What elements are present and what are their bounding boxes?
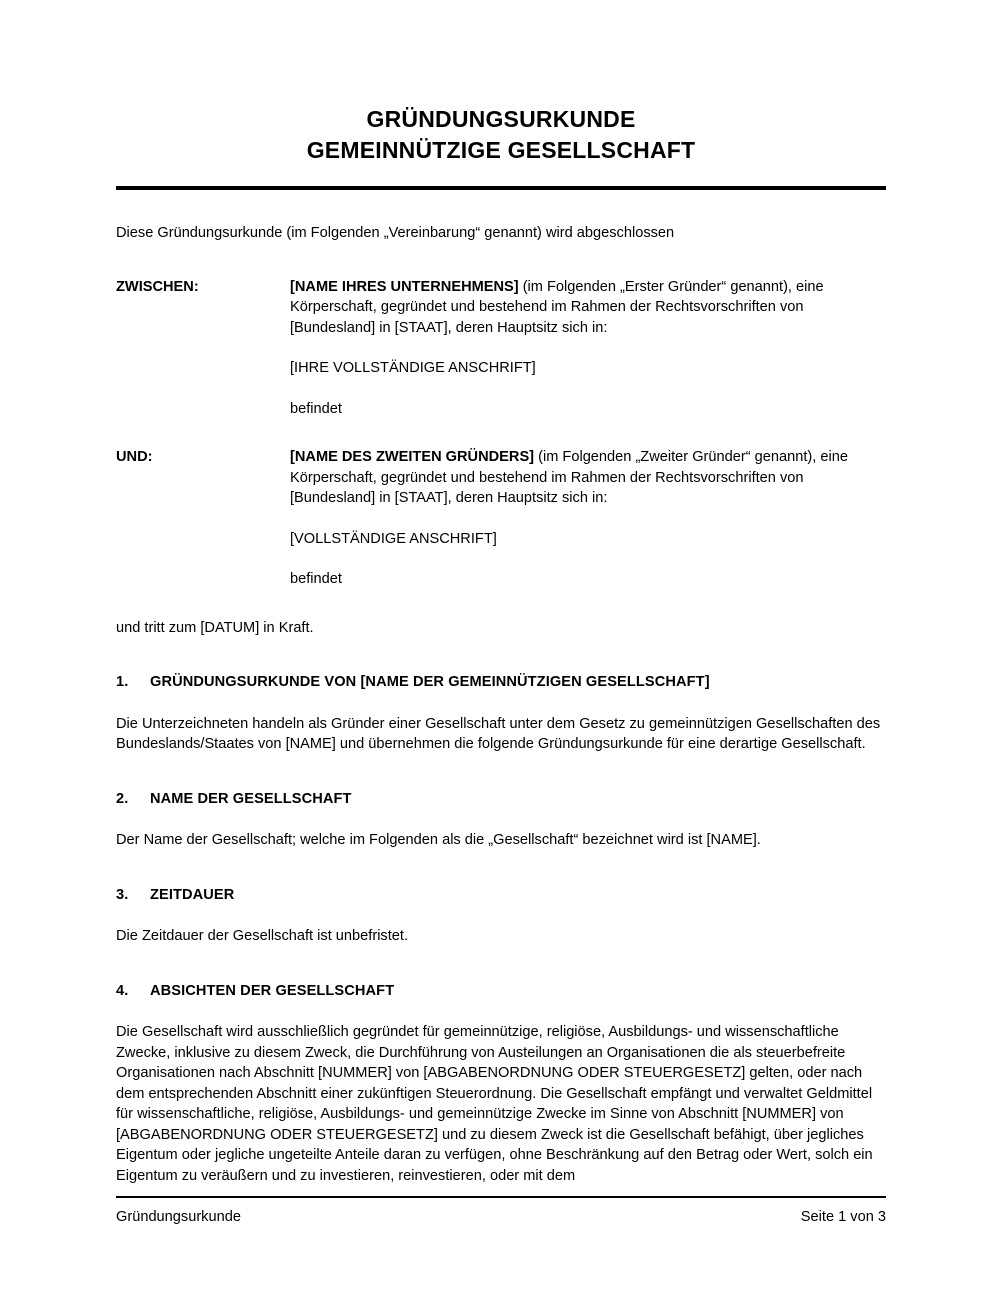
section-1-body: Die Unterzeichneten handeln als Gründer einer Gesellschaft unter dem Gesetz zu gemeinnützigen Gesellschaften des Bundeslands/Staates von [NAME] und übernehmen die folgende Gründungsurkunde für eine derartige Gesellschaft.	[116, 715, 881, 752]
section-2-heading	[116, 789, 886, 810]
section-1-heading	[116, 672, 886, 693]
section-4	[116, 981, 886, 1187]
party-name-line	[290, 447, 886, 509]
party-address-first-founder: [IHRE VOLLSTÄNDIGE ANSCHRIFT]	[290, 360, 536, 376]
party-body-second-founder	[290, 447, 886, 590]
party-description-first-founder: (im Folgenden „Erster Gründer“ genannt), eine Körperschaft, gegründet und bestehend im Rahmen der Rechtsvorschriften von [Bundesland] in [STAAT], deren Hauptsitz sich in:	[290, 278, 824, 336]
section-4-number: 4.	[116, 982, 129, 999]
party-block-second-founder	[116, 447, 886, 590]
party-located-second-founder: befindet	[290, 571, 342, 587]
section-3-title: ZEITDAUER	[150, 886, 235, 903]
section-1-title: GRÜNDUNGSURKUNDE VON [NAME DER GEMEINNÜTZIGEN GESELLSCHAFT]	[150, 674, 710, 690]
title-line-1: GRÜNDUNGSURKUNDE	[366, 106, 636, 132]
section-3	[116, 885, 886, 947]
section-1	[116, 672, 886, 755]
section-2	[116, 789, 886, 851]
footer-row	[116, 1207, 886, 1227]
section-3-body: Die Zeitdauer der Gesellschaft ist unbefristet.	[116, 928, 409, 944]
party-body-first-founder	[290, 277, 886, 420]
document-content	[116, 0, 886, 1290]
section-2-title: NAME DER GESELLSCHAFT	[150, 790, 352, 807]
footer-document-name: Gründungsurkunde	[116, 1209, 241, 1225]
section-4-title: ABSICHTEN DER GESELLSCHAFT	[150, 982, 395, 999]
intro-paragraph: Diese Gründungsurkunde (im Folgenden „Vereinbarung“ genannt) wird abgeschlossen	[116, 225, 675, 241]
party-located-first-founder: befindet	[290, 400, 342, 417]
party-name-second-founder: [NAME DES ZWEITEN GRÜNDERS]	[290, 449, 535, 465]
party-block-first-founder	[116, 277, 886, 420]
party-description-second-founder: (im Folgenden „Zweiter Gründer“ genannt), eine Körperschaft, gegründet und bestehend im Rahmen der Rechtsvorschriften von [Bundesland] in [STAAT], deren Hauptsitz sich in:	[290, 449, 848, 506]
section-4-heading	[116, 981, 886, 1002]
footer-divider	[116, 1196, 886, 1198]
section-3-number: 3.	[116, 886, 129, 903]
title-divider	[116, 186, 886, 190]
section-2-body: Der Name der Gesellschaft; welche im Folgenden als die „Gesellschaft“ bezeichnet wird ist [NAME].	[116, 832, 761, 848]
closing-paragraph: und tritt zum [DATUM] in Kraft.	[116, 619, 314, 636]
footer-page-number: Seite 1 von 3	[800, 1209, 886, 1225]
page-title	[116, 0, 886, 166]
party-name-line	[290, 277, 886, 339]
section-2-number: 2.	[116, 790, 129, 807]
section-1-number: 1.	[116, 674, 129, 690]
party-label-zwischen: ZWISCHEN:	[116, 278, 199, 295]
section-4-body: Die Gesellschaft wird ausschließlich gegründet für gemeinnützige, religiöse, Ausbildungs- und wissenschaftliche Zwecke, inklusive zu diesem Zweck, die Durchführung von Austeilungen an Organisationen die als steuerbefreite Organisationen nach Abschnitt [NUMMER] von [ABGABENORDNUNG ODER STEUERGESETZ] gelten, oder nach dem entsprechenden Abschnitt einer zukünftigen Steuerordnung. Die Gesellschaft empfängt und verwaltet Geldmittel für wissenschaftliche, religiöse, Ausbildungs- und gemeinnützige Zwecke im Sinne von Abschnitt [NUMMER] von [ABGABENORDNUNG ODER STEUERGESETZ] und zu diesem Zweck ist die Gesellschaft befähigt, über jegliches Eigentum oder jegliche ungeteilte Anteile daran zu verfügen, ohne Beschränkung auf den Betrag oder Wert, solch ein Eigentum zu veräußern und zu investieren, reinvestieren, oder mit dem	[116, 1024, 873, 1184]
party-name-first-founder: [NAME IHRES UNTERNEHMENS]	[290, 278, 519, 295]
title-line-2: GEMEINNÜTZIGE GESELLSCHAFT	[306, 137, 696, 163]
party-address-second-founder: [VOLLSTÄNDIGE ANSCHRIFT]	[290, 530, 497, 547]
section-3-heading	[116, 885, 886, 906]
page-footer	[116, 1196, 886, 1227]
party-label-und: UND:	[116, 449, 153, 465]
